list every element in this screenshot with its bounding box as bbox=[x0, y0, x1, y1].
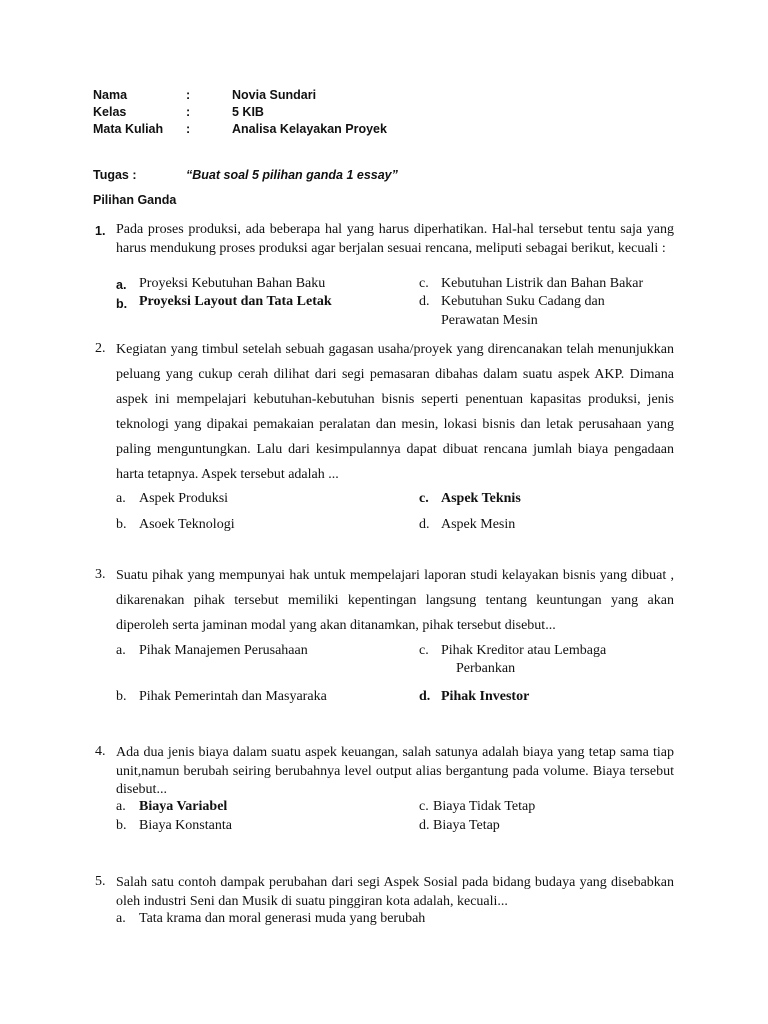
option-text-a: Biaya Variabel bbox=[139, 799, 228, 814]
option-text-d: Aspek Mesin bbox=[441, 517, 516, 532]
question-number: 2. bbox=[95, 341, 106, 356]
question-text: Pada proses produksi, ada beberapa hal yang harus diperhatikan. Hal-hal tersebut tentu saja yang harus mendukung proses produksi agar berjalan sesuai rencana, meliputi sebagai berikut, kecuali : bbox=[116, 222, 674, 256]
question-number: 1. bbox=[95, 224, 106, 238]
question-text: Kegiatan yang timbul setelah sebuah gagasan usaha/proyek yang direncanakan telah menunjukkan peluang yang cukup cerah dilihat dari segi pemasaran dibahas dalam suatu aspek AKP. Dimana aspek ini mempelajari kebutuhan-kebutuhan bisnis seperti penentuan kapasitas produksi, jenis teknologi yang dipakai pemakaian peralatan dan mesin, lokasi bisnis dan letak perusahaan yang paling menguntungkan. Lalu dari kesimpulannya dapat dibuat rencana jumlah biaya pengadaan harta tetapnya. Aspek tersebut adalah ... bbox=[116, 342, 674, 482]
option-letter-d: d. bbox=[419, 818, 430, 833]
nama-value: Novia Sundari bbox=[232, 88, 317, 102]
option-letter-a: a. bbox=[116, 799, 126, 814]
question-number: 3. bbox=[95, 567, 106, 582]
kelas-colon: : bbox=[186, 105, 191, 119]
option-text-a: Pihak Manajemen Perusahaan bbox=[139, 643, 308, 658]
question-text: Salah satu contoh dampak perubahan dari segi Aspek Sosial pada bidang budaya yang disebabkan oleh industri Seni dan Musik di suatu pinggiran kota adalah, kecuali... bbox=[116, 875, 674, 909]
option-letter-c: c. bbox=[419, 276, 429, 291]
matakuliah-label: Mata Kuliah bbox=[93, 122, 164, 136]
option-letter-a: a. bbox=[116, 911, 126, 926]
option-text-b: Asoek Teknologi bbox=[139, 517, 235, 532]
kelas-value: 5 KIB bbox=[232, 105, 264, 119]
option-text-b: Proyeksi Layout dan Tata Letak bbox=[139, 294, 332, 309]
option-letter-a: a. bbox=[116, 491, 126, 506]
option-letter-c: c. bbox=[419, 491, 429, 506]
option-letter-b: b. bbox=[116, 517, 127, 532]
option-letter-d: d. bbox=[419, 294, 430, 309]
option-text-d-line2: Perawatan Mesin bbox=[441, 313, 538, 328]
question-text: Ada dua jenis biaya dalam suatu aspek keuangan, salah satunya adalah biaya yang tetap sama tiap unit,namun berubah seiring berubahnya level output alias bergantung pada volume. Biaya tersebut disebut... bbox=[116, 745, 674, 797]
kelas-label: Kelas bbox=[93, 105, 127, 119]
option-text-a: Aspek Produksi bbox=[139, 491, 229, 506]
option-letter-a: a. bbox=[116, 278, 127, 292]
option-text-d: Pihak Investor bbox=[441, 689, 530, 704]
option-text-c: Aspek Teknis bbox=[441, 491, 521, 506]
option-text-b: Pihak Pemerintah dan Masyaraka bbox=[139, 689, 327, 704]
option-letter-b: b. bbox=[116, 689, 127, 704]
nama-label: Nama bbox=[93, 88, 128, 102]
question-text: Suatu pihak yang mempunyai hak untuk mempelajari laporan studi kelayakan bisnis yang dibuat , dikarenakan pihak tersebut memiliki kepentingan langsung tentang keuntungan yang akan diperoleh serta jaminan modal yang akan ditanamkan, pihak tersebut disebut... bbox=[116, 568, 674, 633]
option-text-d: Kebutuhan Suku Cadang dan bbox=[441, 294, 605, 309]
tugas-label: Tugas : bbox=[93, 168, 137, 182]
option-text-c: Biaya Tidak Tetap bbox=[433, 799, 536, 814]
option-letter-c: c. bbox=[419, 799, 429, 814]
option-text-a: Proyeksi Kebutuhan Bahan Baku bbox=[139, 276, 326, 291]
nama-colon: : bbox=[186, 88, 191, 102]
option-text-b: Biaya Konstanta bbox=[139, 818, 232, 833]
option-letter-b: b. bbox=[116, 818, 127, 833]
option-text-c: Kebutuhan Listrik dan Bahan Bakar bbox=[441, 276, 644, 291]
option-text-d: Biaya Tetap bbox=[433, 818, 500, 833]
option-letter-c: c. bbox=[419, 643, 429, 658]
option-text-c: Pihak Kreditor atau Lembaga bbox=[441, 643, 607, 658]
tugas-value: “Buat soal 5 pilihan ganda 1 essay” bbox=[186, 168, 398, 182]
option-text-c-line2: Perbankan bbox=[456, 661, 516, 676]
section-title: Pilihan Ganda bbox=[93, 193, 177, 207]
option-letter-b: b. bbox=[116, 297, 128, 311]
option-letter-a: a. bbox=[116, 643, 126, 658]
question-number: 5. bbox=[95, 874, 106, 889]
option-text-a: Tata krama dan moral generasi muda yang berubah bbox=[139, 911, 426, 926]
option-letter-d: d. bbox=[419, 689, 431, 704]
question-number: 4. bbox=[95, 744, 106, 759]
option-letter-d: d. bbox=[419, 517, 430, 532]
matakuliah-colon: : bbox=[186, 122, 191, 136]
matakuliah-value: Analisa Kelayakan Proyek bbox=[232, 122, 387, 136]
